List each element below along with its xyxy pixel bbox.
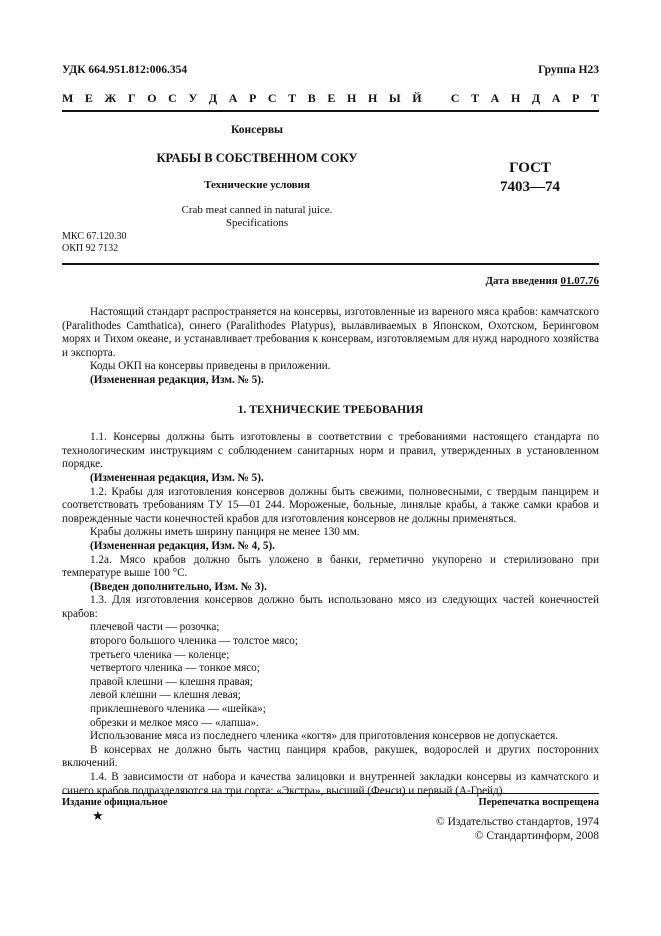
effective-date xyxy=(485,275,599,287)
list-item: плечевой части — розочка; xyxy=(90,621,220,634)
footer-divider xyxy=(62,793,599,794)
english-title xyxy=(62,204,452,230)
amendment-note: (Введен дополнительно, Изм. № 3). xyxy=(90,580,267,593)
banner-letter: Н xyxy=(367,91,378,105)
group-code: Группа Н23 xyxy=(538,64,599,76)
clause-paragraph: Использование мяса из последнего членика «когтя» для приготовления консервов не допускается. xyxy=(90,730,559,743)
clause-paragraph: 1.2а. Мясо крабов должно быть уложено в банки, герметично укупорено и стерилизовано при температуре выше 100 °С. xyxy=(62,553,599,580)
effective-date-value: 01.07.76 xyxy=(560,275,599,287)
banner-letter: Д xyxy=(208,91,218,105)
banner-letter: Й xyxy=(412,91,422,105)
clause-paragraph: 1.4. В зависимости от набора и качества залицовки и внутренней закладки консервы из камчатского и синего крабов подразделяются на три сорта: «Экстра», высший (Фенси) и первый (А-Грейд). xyxy=(62,771,599,797)
copyright-line: © Стандартинформ, 2008 xyxy=(474,830,599,842)
interstate-standard-banner xyxy=(62,91,599,106)
banner-letter: С xyxy=(168,91,177,105)
banner-letter: Т xyxy=(590,91,599,105)
banner-letter: С xyxy=(450,91,460,105)
banner-letter: Д xyxy=(531,91,541,105)
clause-paragraph: 1.1. Консервы должны быть изготовлены в соответствии с требованиями настоящего стандарта по технологическим инструкциям с соблюдением санитарных норм и правил, утвержденных в установленном порядке. xyxy=(62,431,599,471)
english-title-line: Specifications xyxy=(225,217,289,229)
gost-designation xyxy=(490,159,570,197)
intro-paragraph: Коды ОКП на консервы приведены в приложении. xyxy=(90,360,331,373)
banner-letter: Н xyxy=(347,91,357,105)
document-subtitle: Технические условия xyxy=(204,179,310,191)
banner-letter: Ы xyxy=(388,91,401,105)
banner-letter: М xyxy=(62,91,74,105)
clause-paragraph: В консервах не должно быть частиц панциря крабов, ракушек, водорослей и других посторонних включений. xyxy=(62,743,599,770)
mks-code: МКС 67.120.30 xyxy=(62,231,127,242)
intro-paragraph: Настоящий стандарт распространяется на консервы, изготовленные из вареного мяса крабов: камчатского (Paralithodes Camthatica), синего (Paralithodes Platypus), вылавливаемых в Японском, Охотском, Беринговом морях и Тихом океане, и устанавливает требования к консервам, изготовляемым для нужд народного хозяйства и экспорта. xyxy=(62,306,599,359)
english-title-line: Crab meat canned in natural juice. xyxy=(181,204,333,216)
okp-code: ОКП 92 7132 xyxy=(62,243,119,254)
document-title: КРАБЫ В СОБСТВЕННОМ СОКУ xyxy=(156,151,358,165)
amendment-note: (Измененная редакция, Изм. № 5). xyxy=(90,471,264,484)
banner-letter: О xyxy=(147,91,157,105)
udk-code: УДК 664.951.812:006.354 xyxy=(62,64,188,76)
banner-letter: Е xyxy=(327,91,336,105)
banner-letter: Е xyxy=(84,91,93,105)
banner-letter: С xyxy=(267,91,277,105)
banner-letter: Т xyxy=(471,91,480,105)
title-block-divider xyxy=(62,263,599,265)
official-edition-label: Издание официальное xyxy=(62,797,168,808)
list-item: приклешневого членика — «шейка»; xyxy=(90,703,266,716)
clause-paragraph: 1.3. Для изготовления консервов должно быть использовано мясо из следующих частей конечностей крабов: xyxy=(62,594,599,620)
list-item: правой клешни — клешня правая; xyxy=(90,675,253,688)
gost-label: ГОСТ xyxy=(509,160,551,176)
banner-letter: Н xyxy=(510,91,521,105)
banner-letter: Г xyxy=(128,91,136,105)
classification-codes xyxy=(62,231,126,255)
list-item: второго большого членика — толстое мясо; xyxy=(90,635,298,648)
category-label: Консервы xyxy=(230,124,284,136)
section-heading: 1. ТЕХНИЧЕСКИЕ ТРЕБОВАНИЯ xyxy=(237,403,424,416)
banner-letter: Т xyxy=(288,91,297,105)
banner-letter: В xyxy=(307,91,316,105)
document-body xyxy=(62,306,599,798)
clause-paragraph: Крабы должны иметь ширину панциря не менее 130 мм. xyxy=(90,526,360,539)
star-icon: ★ xyxy=(92,808,104,823)
header-divider xyxy=(62,110,599,112)
banner-letter: Ж xyxy=(104,91,117,105)
banner-letter: А xyxy=(228,91,238,105)
clause-paragraph: 1.2. Крабы для изготовления консервов должны быть свежими, полновесными, с твердым панцирем и соответствовать требованиям ТУ 15—01 244. Мороженые, больные, линялые крабы, а также самки крабов и поврежденные части конечностей крабов для изготовления консервов не должны применяться. xyxy=(62,485,599,525)
banner-gap xyxy=(433,91,439,106)
copyright-block xyxy=(436,815,599,843)
gost-number: 7403—74 xyxy=(500,179,560,195)
banner-letter: У xyxy=(188,91,198,105)
amendment-note: (Измененная редакция, Изм. № 5). xyxy=(90,373,264,386)
banner-letter: А xyxy=(490,91,500,105)
effective-date-label: Дата введения xyxy=(485,275,558,287)
list-item: левой клешни — клешня левая; xyxy=(90,689,241,702)
banner-letter: Р xyxy=(248,91,257,105)
banner-letter: А xyxy=(551,91,561,105)
list-item: третьего членика — коленце; xyxy=(90,648,230,661)
amendment-note: (Измененная редакция, Изм. № 4, 5). xyxy=(90,539,275,552)
list-item: четвертого членика — тонкое мясо; xyxy=(90,662,260,675)
list-item: обрезки и мелкое мясо — «лапша». xyxy=(90,716,259,729)
banner-letter: Р xyxy=(572,91,580,105)
reprint-prohibited-label: Перепечатка воспрещена xyxy=(478,797,599,808)
copyright-line: © Издательство стандартов, 1974 xyxy=(435,816,599,828)
